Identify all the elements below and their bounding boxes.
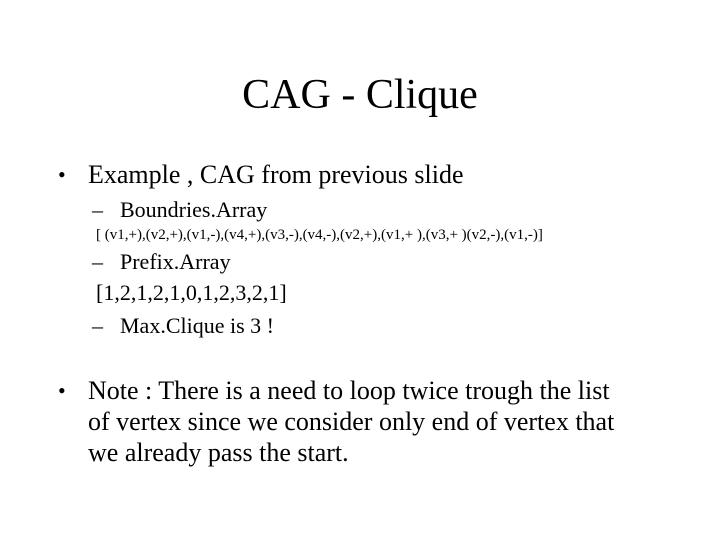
- sub-item-label: Prefix.Array: [120, 249, 231, 274]
- sub-item-label: Boundries.Array: [120, 197, 268, 222]
- dash-marker: –: [92, 197, 103, 222]
- dash-marker: –: [92, 249, 103, 274]
- bullet-example-text: Example , CAG from previous slide: [88, 160, 464, 189]
- boundries-array-values: [ (v1,+),(v2,+),(v1,-),(v4,+),(v3,-),(v4,-),(v2,+),(v1,+ ),(v3,+ )(v2,-),(v1,-)]: [96, 227, 543, 243]
- prefix-array-values: [1,2,1,2,1,0,1,2,3,2,1]: [96, 280, 287, 305]
- bullet-note-text: [88, 375, 698, 468]
- note-line: Note : There is a need to loop twice trough the list: [88, 376, 610, 405]
- dash-marker: –: [92, 313, 103, 338]
- slide-title: CAG - Clique: [242, 72, 478, 118]
- note-line: we already pass the start.: [88, 438, 349, 467]
- bullet-marker: •: [58, 378, 66, 403]
- sub-item-label: Max.Clique is 3 !: [120, 313, 274, 338]
- note-line: of vertex since we consider only end of vertex that: [88, 407, 615, 436]
- bullet-marker: •: [58, 162, 66, 187]
